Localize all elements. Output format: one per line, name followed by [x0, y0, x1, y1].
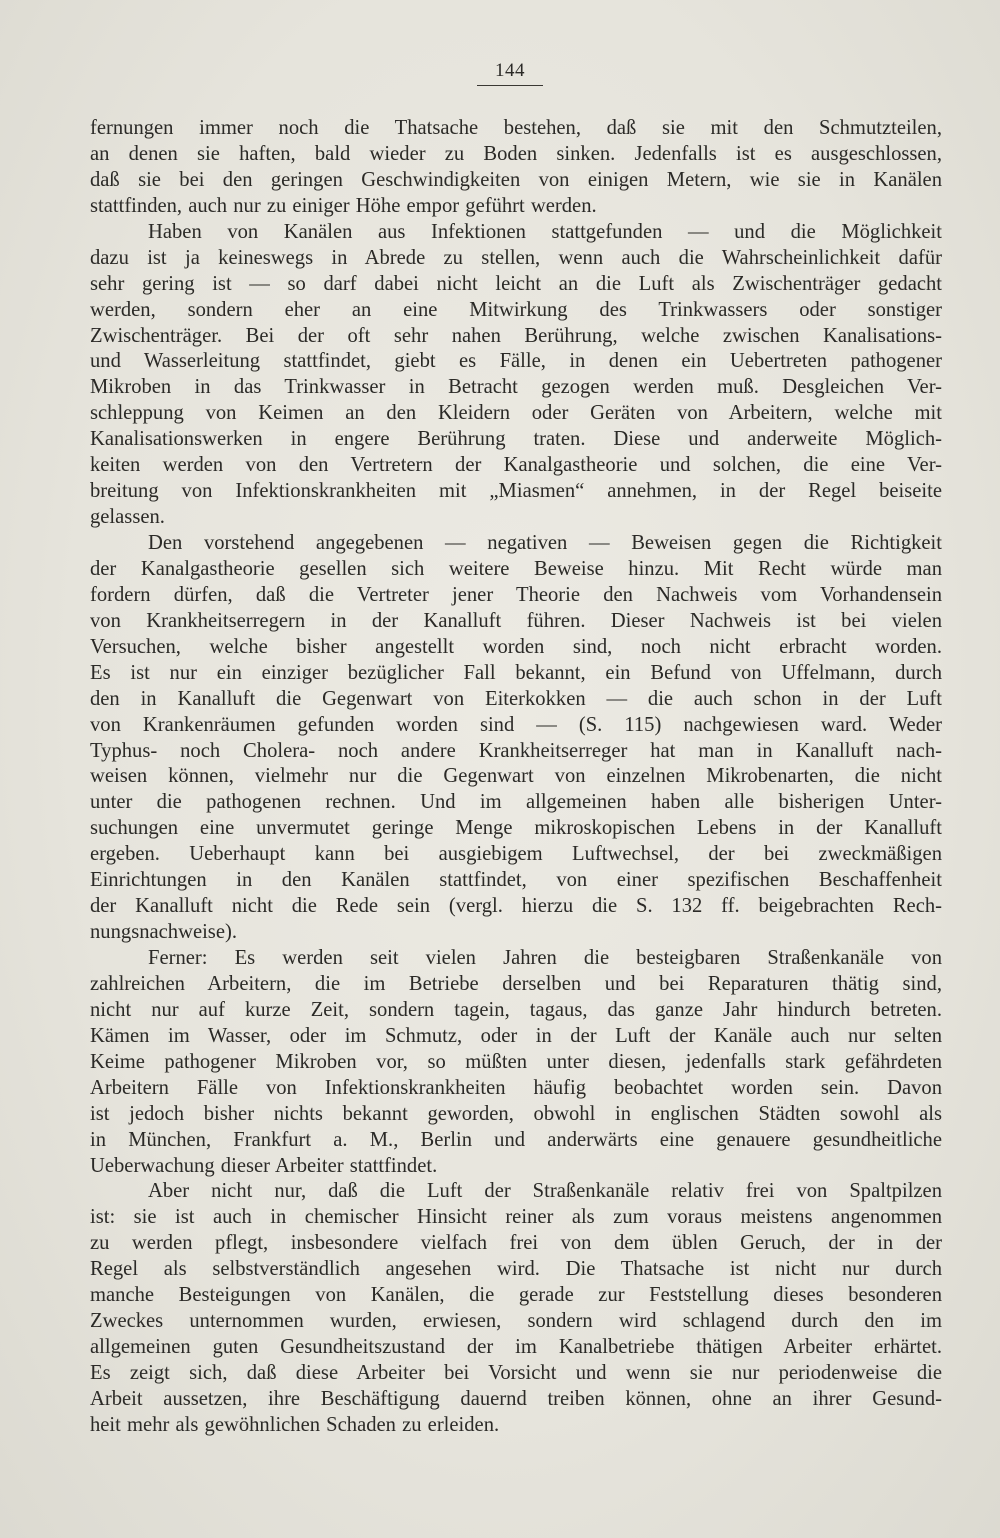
text-line: manche Besteigungen von Kanälen, die gerade zur Feststellung dieses besonderen	[90, 1284, 942, 1307]
text-line: nungsnachweise).	[90, 921, 237, 944]
text-line: weisen können, vielmehr nur die Gegenwart von einzelnen Mikrobenarten, die nicht	[90, 765, 942, 788]
page-header	[455, 60, 565, 86]
text-line: daß sie bei den geringen Geschwindigkeiten von einigen Metern, wie sie in Kanälen	[90, 168, 942, 191]
text-line: zu werden pflegt, insbesondere vielfach frei von dem üblen Geruch, der in der	[90, 1232, 942, 1255]
text-line: allgemeinen guten Gesundheitszustand der im Kanalbetriebe thätigen Arbeiter erhärtet.	[90, 1336, 942, 1359]
text-line: stattfinden, auch nur zu einiger Höhe empor geführt werden.	[90, 194, 597, 217]
text-line: schleppung von Keimen an den Kleidern oder Geräten von Arbeitern, welche mit	[90, 402, 942, 425]
text-line: an denen sie haften, bald wieder zu Boden sinken. Jedenfalls ist es ausgeschlossen,	[90, 142, 942, 165]
text-line: in München, Frankfurt a. M., Berlin und anderwärts eine genauere gesundheitliche	[90, 1128, 942, 1151]
text-line: und Wasserleitung stattfindet, giebt es Fälle, in denen ein Uebertreten pathogener	[90, 350, 942, 373]
text-line: breitung von Infektionskrankheiten mit „Miasmen“ annehmen, in der Regel beiseite	[90, 480, 942, 503]
text-line: fernungen immer noch die Thatsache bestehen, daß sie mit den Schmutzteilen,	[90, 117, 942, 139]
text-line: Ferner: Es werden seit vielen Jahren die besteigbaren Straßenkanäle von	[148, 947, 942, 969]
text-line: zahlreichen Arbeitern, die im Betriebe derselben und bei Reparaturen thätig sind,	[90, 972, 942, 995]
text-line: sehr gering ist — so darf dabei nicht leicht an die Luft als Zwischenträger gedacht	[90, 272, 942, 295]
text-line: fordern dürfen, daß die Vertreter jener Theorie den Nachweis vom Vorhandensein	[90, 583, 942, 606]
text-line: Keime pathogener Mikroben vor, so müßten unter diesen, jedenfalls stark gefährdeten	[90, 1050, 942, 1073]
text-line: Mikroben in das Trinkwasser in Betracht gezogen werden muß. Desgleichen Ver-	[90, 376, 942, 399]
text-line: Kanalisationswerken in engere Berührung traten. Diese und anderweite Möglich-	[90, 428, 942, 451]
text-line: Typhus- noch Cholera- noch andere Krankheitserreger hat man in Kanalluft nach-	[90, 739, 942, 762]
text-line: Kämen im Wasser, oder im Schmutz, oder in der Luft der Kanäle auch nur selten	[90, 1024, 942, 1047]
text-line: Den vorstehend angegebenen — negativen — Beweisen gegen die Richtigkeit	[148, 532, 942, 554]
text-line: ergeben. Ueberhaupt kann bei ausgiebigem Luftwechsel, der bei zweckmäßigen	[90, 843, 942, 866]
text-line: Haben von Kanälen aus Infektionen stattgefunden — und die Möglichkeit	[148, 220, 942, 243]
text-line: von Krankheitserregern in der Kanalluft führen. Dieser Nachweis ist bei vielen	[90, 609, 942, 632]
page-number: 144	[477, 60, 543, 86]
text-line: gelassen.	[90, 506, 165, 529]
text-line: werden, sondern eher an eine Mitwirkung des Trinkwassers oder sonstiger	[90, 298, 942, 321]
text-line: der Kanalgastheorie gesellen sich weitere Beweise hinzu. Mit Recht würde man	[90, 557, 942, 580]
text-line: der Kanalluft nicht die Rede sein (vergl. hierzu die S. 132 ff. beigebrachten Rech-	[90, 895, 942, 918]
text-line: Aber nicht nur, daß die Luft der Straßenkanäle relativ frei von Spaltpilzen	[148, 1180, 942, 1203]
text-line: Es zeigt sich, daß diese Arbeiter bei Vorsicht und wenn sie nur periodenweise die	[90, 1362, 942, 1384]
text-line: keiten werden von den Vertretern der Kanalgastheorie und solchen, die eine Ver-	[90, 454, 942, 477]
text-line: Zwischenträger. Bei der oft sehr nahen Berührung, welche zwischen Kanalisations-	[90, 324, 942, 347]
text-line: Arbeit aussetzen, ihre Beschäftigung dauernd treiben können, ohne an ihrer Gesund-	[90, 1387, 942, 1410]
text-line: Regel als selbstverständlich angesehen wird. Die Thatsache ist nicht nur durch	[90, 1258, 942, 1281]
text-line: den in Kanalluft die Gegenwart von Eiterkokken — die auch schon in der Luft	[90, 687, 942, 710]
text-line: suchungen eine unvermutet geringe Menge mikroskopischen Lebens in der Kanalluft	[90, 817, 942, 840]
text-line: von Krankenräumen gefunden worden sind — (S. 115) nachgewiesen ward. Weder	[90, 713, 942, 736]
text-line: Es ist nur ein einziger bezüglicher Fall bekannt, ein Befund von Uffelmann, durch	[90, 661, 942, 684]
text-line: ist: sie ist auch in chemischer Hinsicht reiner als zum voraus meistens angenommen	[90, 1206, 942, 1229]
text-line: ist jedoch bisher nichts bekannt geworden, obwohl in englischen Städten sowohl als	[90, 1102, 942, 1125]
body-text	[90, 116, 942, 1439]
text-line: unter die pathogenen rechnen. Und im allgemeinen haben alle bisherigen Unter-	[90, 791, 942, 814]
text-line: Versuchen, welche bisher angestellt worden sind, noch nicht erbracht worden.	[90, 635, 942, 658]
text-line: Ueberwachung dieser Arbeiter stattfindet.	[90, 1154, 438, 1177]
text-line: nicht nur auf kurze Zeit, sondern tagein, tagaus, das ganze Jahr hindurch betreten.	[90, 998, 942, 1021]
text-line: Zweckes unternommen wurden, erwiesen, sondern wird schlagend durch den im	[90, 1310, 942, 1333]
text-line: dazu ist ja keineswegs in Abrede zu stellen, wenn auch die Wahrscheinlichkeit dafür	[90, 246, 942, 269]
text-line: heit mehr als gewöhnlichen Schaden zu erleiden.	[90, 1413, 500, 1436]
text-line: Einrichtungen in den Kanälen stattfindet, von einer spezifischen Beschaffenheit	[90, 869, 942, 892]
text-line: Arbeitern Fälle von Infektionskrankheiten häufig beobachtet worden sein. Davon	[90, 1076, 942, 1099]
